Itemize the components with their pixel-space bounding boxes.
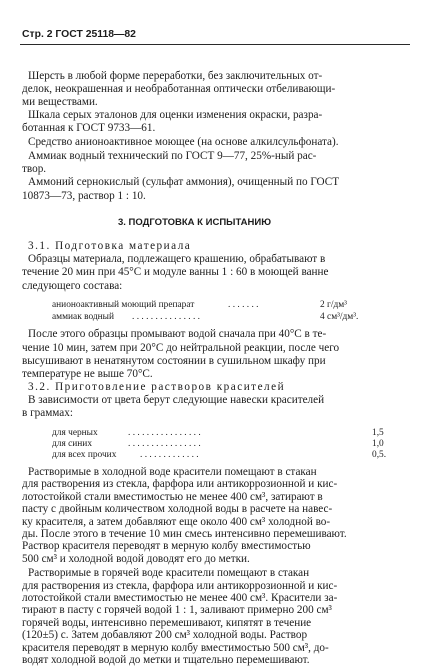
intro-line: 10873—73, раствор 1 : 10. — [22, 190, 146, 202]
intro-line: ботанная к ГОСТ 9733—61. — [22, 122, 156, 134]
weight-dots: . . . . . . . . . . . . . . . . — [128, 428, 201, 438]
intro-line: Шкала серых эталонов для оценки изменения окраски, разра- — [28, 109, 323, 121]
paragraph-line: в граммах: — [22, 407, 73, 419]
paragraph-line: Растворимые в холодной воде красители помещают в стакан — [28, 466, 317, 478]
paragraph-line: Образцы материала, подлежащего крашению, обрабатывают в — [28, 253, 326, 265]
paragraph-line: В зависимости от цвета берут следующие навески красителей — [28, 394, 325, 406]
formula-label: аммиак водный — [52, 312, 114, 322]
paragraph-line: тирают в пасту с горячей водой 1 : 1, заливают примерно 200 см³ — [22, 604, 332, 617]
paragraph-line: ды. После этого в течение 10 мин смесь интенсивно перемешивают. — [22, 528, 347, 540]
weight-dots: . . . . . . . . . . . . . . . . — [128, 439, 201, 449]
paragraph-line: для растворения из стекла, фарфора или антикоррозионной и кис- — [22, 579, 338, 592]
page-header: Стр. 2 ГОСТ 25118—82 — [22, 29, 136, 40]
paragraph-line: Растворимые в горячей воде красители помещают в стакан — [28, 567, 310, 580]
paragraph-line: чение 10 мин, затем при 20°С до нейтральной реакции, после чего — [22, 342, 340, 354]
weight-label: для синих — [52, 439, 93, 449]
paragraph-line: Раствор красителя переводят в мерную колбу вместимостью — [22, 540, 311, 553]
weight-label: для черных — [52, 428, 98, 438]
intro-line: твор. — [22, 163, 47, 175]
intro-line: Шерсть в любой форме переработки, без заключительных от- — [28, 70, 323, 82]
paragraph-line: лотостойкой стали вместимостью не менее 400 см³. Красители за- — [22, 592, 338, 604]
paragraph-line: горячей воды, интенсивно перемешивают, кипятят в течение — [22, 616, 312, 629]
formula-label: анионоактивный моющий препарат — [52, 300, 195, 310]
paragraph-line: красителя переводят в мерную колбу вместимостью 500 см³, до- — [22, 641, 329, 654]
paragraph-line: (120±5) с. Затем добавляют 200 см³ холодной воды. Раствор — [22, 629, 308, 642]
formula-value: 4 см³/дм³. — [320, 312, 359, 322]
paragraph-line: лотостойкой стали вместимостью не менее 400 см³, затирают в — [22, 490, 323, 503]
formula-dots: . . . . . . . . . . . . . . . — [132, 312, 200, 322]
intro-line: ми веществами. — [22, 96, 98, 108]
paragraph-line: пасту с двойным количеством холодной воды в расчете на навес- — [22, 503, 333, 516]
weight-label: для всех прочих — [52, 450, 117, 460]
intro-line: Аммоний сернокислый (сульфат аммония), очищенный по ГОСТ — [28, 176, 340, 188]
subsection-title: 3.1. Подготовка материала — [28, 240, 192, 252]
intro-line: делок, неокрашенная и необработанная оптически отбеливающи- — [22, 83, 336, 95]
paragraph-line: для растворения из стекла, фарфора или антикоррозионной и кис- — [22, 478, 338, 491]
weight-value: 1,5 — [372, 428, 384, 438]
paragraph-line: течение 20 мин при 45°С и модуле ванны 1 : 60 в моющей ванне — [22, 266, 329, 278]
intro-line: Аммиак водный технический по ГОСТ 9—77, 25%-ный рас- — [28, 150, 317, 162]
intro-line: Средство анионоактивное моющее (на основе алкилсульфоната). — [28, 136, 339, 148]
weight-dots: . . . . . . . . . . . . . — [140, 450, 199, 460]
paragraph-line: температуре не выше 70°С. — [22, 368, 153, 380]
header-rule — [20, 44, 410, 45]
section-title: 3. ПОДГОТОВКА К ИСПЫТАНИЮ — [118, 217, 271, 228]
paragraph-line: водят холодной водой до метки и тщательно перемешивают. — [22, 654, 310, 666]
paragraph-line: После этого образцы промывают водой сначала при 40°С в те- — [28, 328, 327, 340]
subsection-title: 3.2. Приготовление растворов красителей — [28, 381, 286, 393]
weight-value: 1,0 — [372, 439, 384, 449]
weight-value: 0,5. — [372, 450, 387, 460]
formula-dots: . . . . . . . — [228, 300, 259, 310]
paragraph-line: высушивают в ненатянутом состоянии в сушильном шкафу при — [22, 355, 326, 367]
formula-value: 2 г/дм³ — [320, 300, 347, 310]
paragraph-line: следующего состава: — [22, 280, 123, 292]
paragraph-line: ку красителя, а затем добавляют еще около 400 см³ холодной во- — [22, 515, 331, 528]
paragraph-line: 500 см³ и холодной водой доводят его до метки. — [22, 552, 250, 565]
